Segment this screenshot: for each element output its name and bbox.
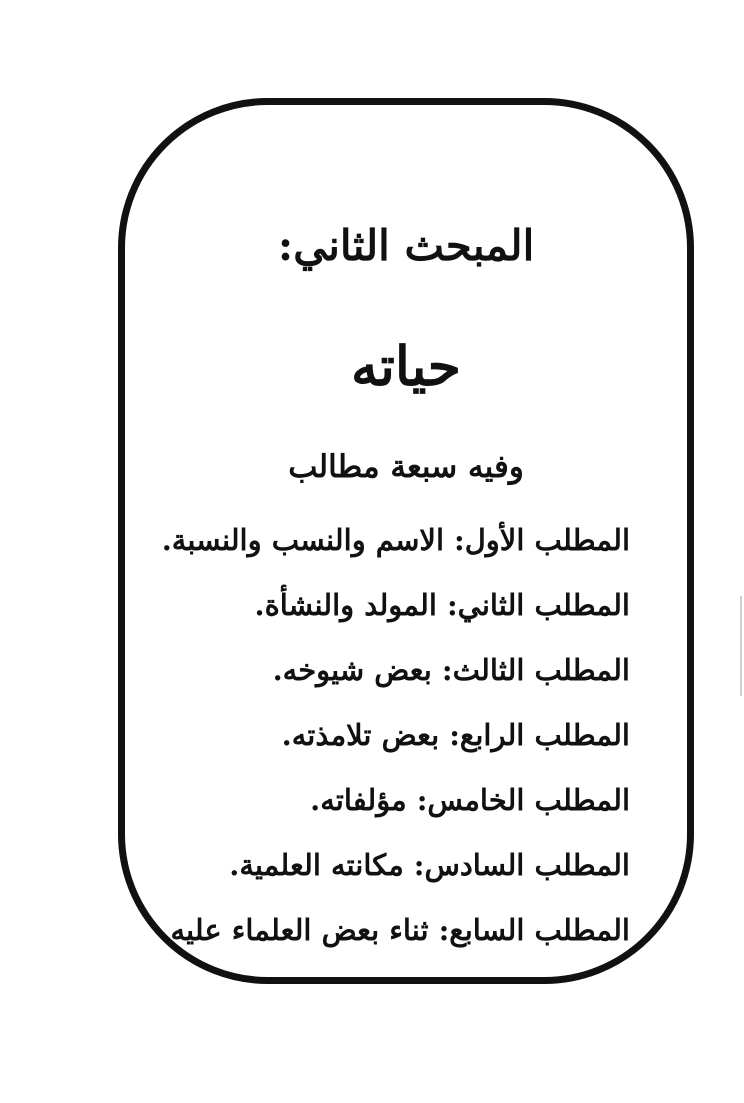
item-label: المطلب الأول: [454,523,630,557]
list-item [170,778,630,843]
section-heading: المبحث الثاني: [277,221,535,270]
scan-edge-mark [740,596,742,696]
item-label: المطلب الثالث: [441,653,630,687]
section-subtitle: وفيه سبعة مطالب [288,449,524,485]
item-label: المطلب السابع: [438,913,630,947]
subsection-list [160,518,630,973]
item-text: بعض شيوخه. [272,653,432,687]
item-label: المطلب الرابع: [449,718,630,752]
item-text: الاسم والنسب والنسبة. [161,523,444,557]
item-label: المطلب السادس: [413,848,630,882]
list-item [160,908,630,973]
item-label: المطلب الثاني: [446,588,630,622]
item-text: المولد والنشأة. [254,588,437,622]
item-text: مكانته العلمية. [229,848,404,882]
item-label: المطلب الخامس: [416,783,630,817]
list-item [161,518,630,583]
item-text: بعض تلامذته. [281,718,440,752]
list-item [170,583,630,648]
list-item [170,843,630,908]
section-title: حياته [350,334,462,398]
list-item [170,648,630,713]
item-text: مؤلفاته. [310,783,407,817]
item-text: ثناء بعض العلماء عليه. [160,913,429,947]
list-item [170,713,630,778]
